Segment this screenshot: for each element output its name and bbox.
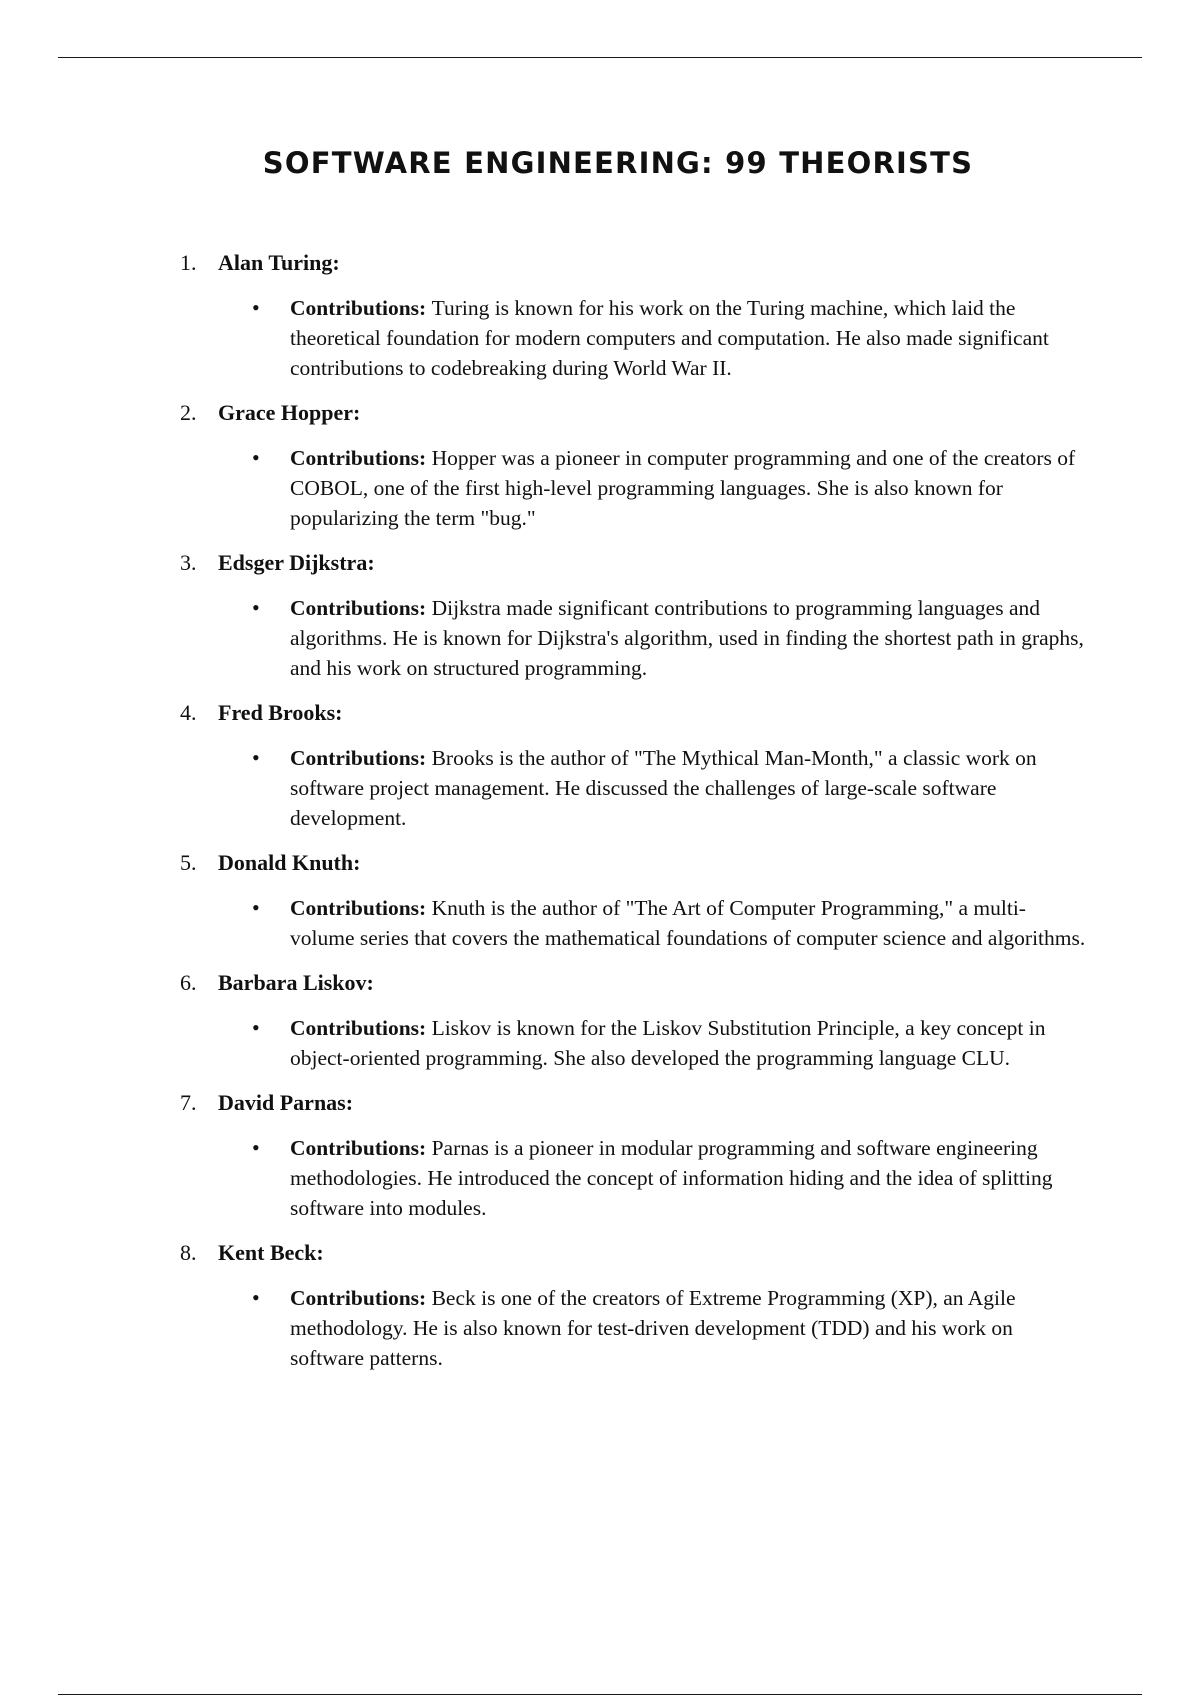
theorist-name: Kent Beck: [218,1240,324,1265]
contribution-item [0,1283,1090,1373]
bullet-icon: • [252,595,260,620]
bullet-icon: • [252,295,260,320]
contribution-text: Knuth is the author of "The Art of Computer Programming," a multi-volume series that covers the mathematical foundations of computer science and algorithms. [290,896,1086,950]
theorist-number: 2. [180,400,197,425]
theorist-heading [0,547,1200,579]
contribution-label: Contributions: [290,1016,432,1040]
contribution-text: Liskov is known for the Liskov Substitution Principle, a key concept in object-oriented programming. She also developed the programming language CLU. [290,1016,1046,1070]
theorist-number: 7. [180,1090,197,1115]
contribution-item [0,293,1090,383]
theorist-heading [0,247,1200,279]
theorist-entry [0,1087,1200,1223]
contribution-label: Contributions: [290,1136,432,1160]
bullet-icon: • [252,745,260,770]
contribution-item [0,743,1090,833]
footer-rule [58,1694,1142,1695]
theorist-heading [0,1087,1200,1119]
theorist-entry [0,547,1200,683]
contribution-item [0,593,1090,683]
theorist-name: Barbara Liskov: [218,970,374,995]
theorist-name: Grace Hopper: [218,400,361,425]
contribution-text: Parnas is a pioneer in modular programming and software engineering methodologies. He introduced the concept of information hiding and the idea of splitting software into modules. [290,1136,1053,1220]
contribution-label: Contributions: [290,1286,432,1310]
theorist-heading [0,1237,1200,1269]
theorist-name: Donald Knuth: [218,850,361,875]
contribution-label: Contributions: [290,596,432,620]
bullet-icon: • [252,445,260,470]
theorist-entry [0,847,1200,953]
theorist-name: Alan Turing: [218,250,340,275]
contribution-item [0,443,1090,533]
contribution-label: Contributions: [290,896,432,920]
bullet-icon: • [252,1015,260,1040]
bullet-icon: • [252,1285,260,1310]
contribution-text: Turing is known for his work on the Turing machine, which laid the theoretical foundation for modern computers and computation. He also made significant contributions to codebreaking during World War II. [290,296,1049,380]
theorist-number: 5. [180,850,197,875]
header-rule [58,57,1142,58]
theorist-heading [0,847,1200,879]
theorist-number: 6. [180,970,197,995]
contribution-label: Contributions: [290,446,432,470]
theorist-name: Edsger Dijkstra: [218,550,375,575]
theorist-heading [0,697,1200,729]
theorist-number: 4. [180,700,197,725]
theorist-number: 8. [180,1240,197,1265]
theorist-name: David Parnas: [218,1090,354,1115]
theorist-heading [0,967,1200,999]
theorist-heading [0,397,1200,429]
contribution-item [0,1133,1090,1223]
theorist-number: 1. [180,250,197,275]
contribution-item [0,1013,1090,1073]
theorist-list [0,247,1200,1387]
contribution-text: Hopper was a pioneer in computer programming and one of the creators of COBOL, one of the first high-level programming languages. She is also known for popularizing the term "bug." [290,446,1076,530]
theorist-number: 3. [180,550,197,575]
contribution-item [0,893,1090,953]
theorist-entry [0,247,1200,383]
contribution-label: Contributions: [290,746,432,770]
contribution-text: Beck is one of the creators of Extreme Programming (XP), an Agile methodology. He is also known for test-driven development (TDD) and his work on software patterns. [290,1286,1016,1370]
contribution-label: Contributions: [290,296,432,320]
document-title: SOFTWARE ENGINEERING: 99 THEORISTS [262,146,974,180]
theorist-name: Fred Brooks: [218,700,343,725]
theorist-entry [0,697,1200,833]
contribution-text: Dijkstra made significant contributions to programming languages and algorithms. He is known for Dijkstra's algorithm, used in finding the shortest path in graphs, and his work on structured programming. [290,596,1084,680]
theorist-entry [0,967,1200,1073]
theorist-entry [0,1237,1200,1373]
bullet-icon: • [252,1135,260,1160]
theorist-entry [0,397,1200,533]
bullet-icon: • [252,895,260,920]
contribution-text: Brooks is the author of "The Mythical Man-Month," a classic work on software project management. He discussed the challenges of large-scale software development. [290,746,1037,830]
